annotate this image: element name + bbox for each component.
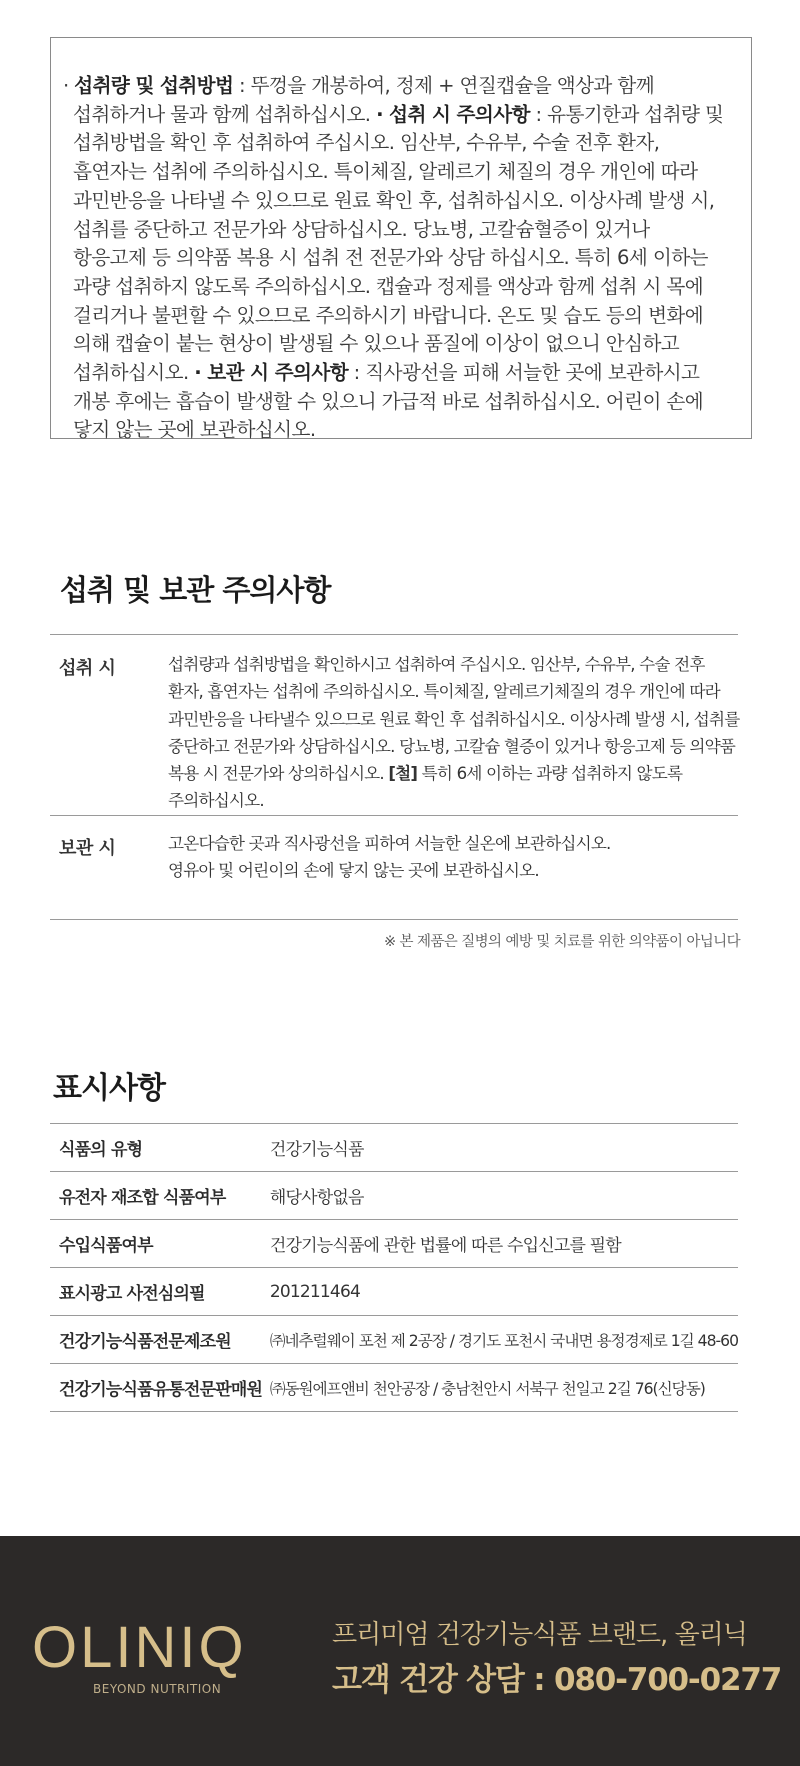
label-info-table <box>50 1123 738 1412</box>
intake-caution-text-tail: 특히 6세 이하는 과량 섭취하지 않도록 주의하십시오. <box>168 764 683 811</box>
divider <box>50 919 738 920</box>
table-row <box>50 1220 738 1268</box>
notice-storage-text: : 직사광선을 피해 서늘한 곳에 보관하시고 개봉 후에는 흡습이 발생할 수 있으니 가급적 바로 섭취하십시오. 어린이 손에 닿지 않는 곳에 보관하십시오. <box>73 361 704 442</box>
row-key: 표시광고 사전심의필 <box>50 1268 270 1316</box>
row-value: 해당사항없음 <box>270 1172 738 1220</box>
notice-intake-caution-text: : 유통기한과 섭취량 및 섭취방법을 확인 후 섭취하여 주십시오. 임산부, 수유부, 수술 전후 환자, 흡연자는 섭취에 주의하십시오. 특이체질, 알레르기 체질의 경우 개인에 따라 과민반응을 나타낼 수 있으므로 원료 확인 후, 섭취하십시오. 이상사례 발생 시, 섭취를 중단하고 전문가와 상담하십시오. 당뇨병, 고칼슘혈증이 있거나 항응고제 등 의약품 복용 시 섭취 전 전문가와 상담 하십시오. 특히 6세 이하는 과량 섭취하지 않도록 주의하십시오. 캡슐과 정제를 액상과 함께 섭취 시 목에 걸리거나 불편할 수 있으므로 주의하시기 바랍니다. 온도 및 습도 등의 변화에 의해 캡슐이 붙는 현상이 발생될 수 있으나 품질에 이상이 없으니 안심하고 섭취하십시오. <box>73 102 724 385</box>
notice-bullet: · <box>63 74 75 97</box>
disclaimer-note: ※ 본 제품은 질병의 예방 및 치료를 위한 의약품이 아닙니다 <box>384 934 740 950</box>
notice-storage-label: · 보관 시 주의사항 <box>194 361 349 385</box>
intake-caution-text <box>168 651 743 815</box>
storage-caution-label: 보관 시 <box>59 838 116 859</box>
table-row <box>50 1364 738 1412</box>
notice-text <box>63 72 727 445</box>
row-value: 201211464 <box>270 1268 738 1316</box>
row-key: 수입식품여부 <box>50 1220 270 1268</box>
notice-box <box>50 37 752 442</box>
table-row <box>50 1268 738 1316</box>
table-row <box>50 1316 738 1364</box>
table-row <box>50 1172 738 1220</box>
caution-section-title: 섭취 및 보관 주의사항 <box>60 573 331 607</box>
row-key: 유전자 재조합 식품여부 <box>50 1172 270 1220</box>
brand-description: 프리미엄 건강기능식품 브랜드, 올리닉 <box>332 1620 747 1650</box>
storage-line-1: 고온다습한 곳과 직사광선을 피하여 서늘한 실온에 보관하십시오. <box>168 834 611 853</box>
notice-intake-method-label: 섭취량 및 섭취방법 <box>74 74 234 97</box>
row-key: 건강기능식품전문제조원 <box>50 1316 270 1364</box>
intake-caution-text-main: 섭취량과 섭취방법을 확인하시고 섭취하여 주십시오. 임산부, 수유부, 수술 전후 환자, 흡연자는 섭취에 주의하십시오. 특이체질, 알레르기체질의 경우 개인에 따라 과민반응을 나타낼수 있으므로 원료 확인 후 섭취하십시오. 이상사례 발생 시, 섭취를 중단하고 전문가와 상담하십시오. 당뇨병, 고칼슘 혈증이 있거나 항응고제 등 의약품 복용 시 전문가와 상의하십시오. <box>168 655 740 784</box>
row-key: 식품의 유형 <box>50 1124 270 1172</box>
notice-intake-caution-label: · 섭취 시 주의사항 <box>376 102 530 126</box>
divider <box>50 634 738 635</box>
label-info-title: 표시사항 <box>53 1071 165 1106</box>
row-value: ㈜동원에프앤비 천안공장 / 충남천안시 서북구 천일고 2길 76(신당동) <box>270 1364 738 1412</box>
storage-line-2: 영유아 및 어린이의 손에 닿지 않는 곳에 보관하십시오. <box>168 861 539 881</box>
divider <box>50 815 738 816</box>
customer-contact: 고객 건강 상담 : 080-700-0277 <box>332 1662 782 1698</box>
row-value: 건강기능식품 <box>270 1124 738 1172</box>
notice-intake-method-text: : 뚜껑을 개봉하여, 정제 + 연질캡슐을 액상과 함께 섭취하거나 물과 함께 섭취하십시오. <box>73 74 655 126</box>
footer-banner <box>0 1536 800 1766</box>
brand-tagline: BEYOND NUTRITION <box>93 1682 222 1696</box>
intake-caution-label: 섭취 시 <box>59 658 116 679</box>
brand-logo: OLINIQ <box>32 1615 247 1680</box>
row-value: ㈜네추럴웨이 포천 제 2공장 / 경기도 포천시 국내면 용정경제로 1길 48-60 <box>270 1316 738 1364</box>
table-row <box>50 1124 738 1172</box>
storage-caution-text <box>168 830 743 885</box>
iron-tag: [철] <box>388 764 418 784</box>
row-key: 건강기능식품유통전문판매원 <box>50 1364 270 1412</box>
row-value: 건강기능식품에 관한 법률에 따른 수입신고를 필함 <box>270 1220 738 1268</box>
